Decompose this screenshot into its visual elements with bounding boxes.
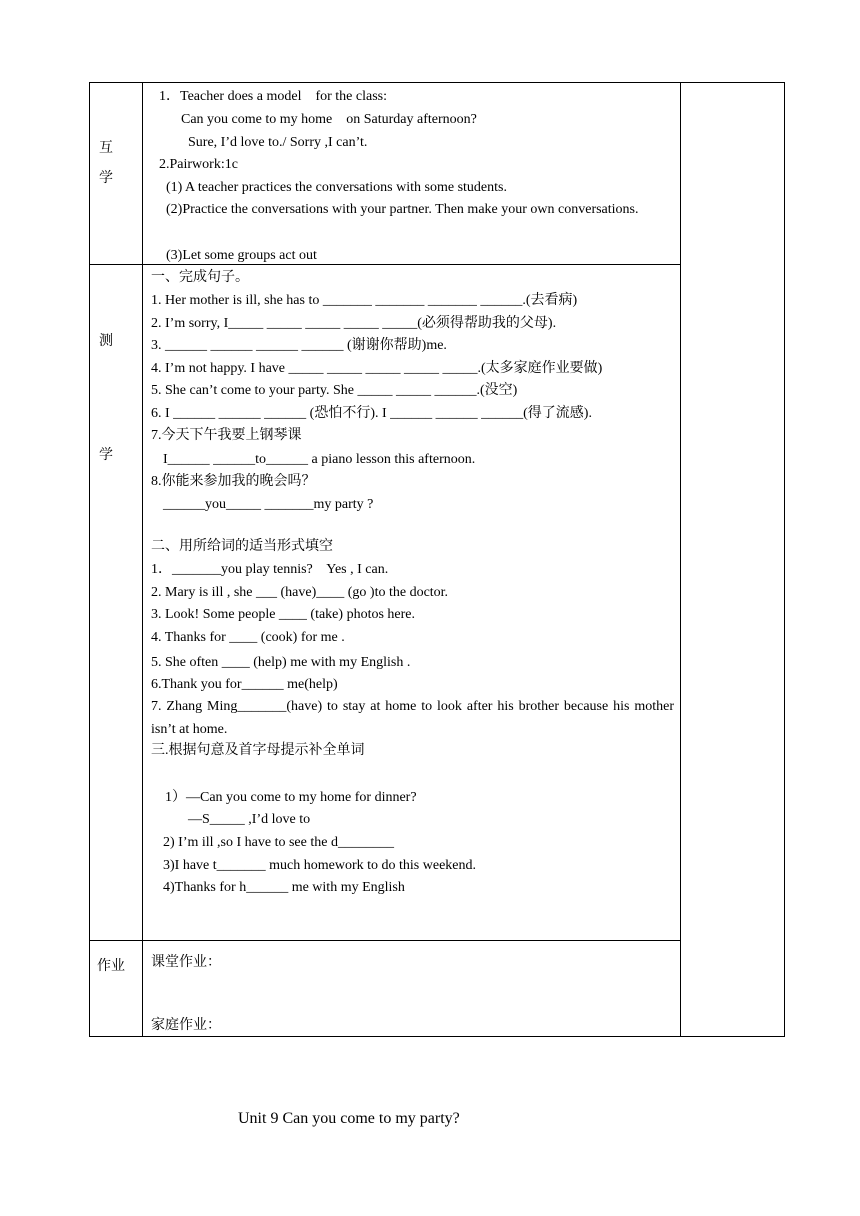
label-hu: 互 — [99, 141, 113, 156]
section2-item-1: 1．_______you play tennis? Yes , I can. — [151, 562, 389, 577]
section3-item-4: 4)Thanks for h______ me with my English — [163, 880, 405, 895]
table-left-border — [89, 82, 90, 1037]
section1-item-2: 2. I’m sorry, I_____ _____ _____ _____ _____(必须得帮助我的父母). — [151, 316, 557, 331]
section1-item-8-answer: ______you_____ _______my party ? — [163, 497, 374, 512]
section2-item-5: 5. She often ____ (help) me with my English . — [151, 655, 411, 670]
section2-item-6: 6.Thank you for______ me(help) — [151, 677, 338, 692]
content-column-divider — [680, 82, 681, 1037]
section3-title: 三.根据句意及首字母提示补全单词 — [151, 743, 365, 758]
section2-title: 二、用所给词的适当形式填空 — [151, 539, 333, 554]
section1-item-5: 5. She can’t come to your party. She _____ _____ ______.(没空) — [151, 383, 518, 398]
section2-item-7: 7. Zhang Ming_______(have) to stay at home to look after his brother because his mother isn’t at home. — [151, 699, 674, 737]
section2-item-3: 3. Look! Some people ____ (take) photos here. — [151, 607, 415, 622]
section1-item-4: 4. I’m not happy. I have _____ _____ _____ _____ _____.(太多家庭作业要做) — [151, 361, 603, 376]
section3-item-2: 2) I’m ill ,so I have to see the d________ — [163, 835, 394, 850]
unit-title: Unit 9 Can you come to my party? — [238, 1110, 460, 1127]
classwork-label: 课堂作业： — [151, 955, 221, 970]
huxue-line-7: (3)Let some groups act out — [166, 248, 317, 263]
huxue-line-2: Can you come to my home on Saturday afternoon? — [181, 112, 477, 127]
huxue-line-5: (1) A teacher practices the conversations with some students. — [166, 180, 507, 195]
section1-item-6: 6. I ______ ______ ______ (恐怕不行). I ______ ______ ______(得了流感). — [151, 406, 592, 421]
section1-item-7-answer: I______ ______to______ a piano lesson this afternoon. — [163, 452, 476, 467]
section3-item-1: 1）—Can you come to my home for dinner? — [165, 790, 417, 805]
section3-item-1-answer: —S_____ ,I’d love to — [188, 812, 311, 827]
section1-title: 一、完成句子。 — [151, 270, 249, 285]
section1-item-3: 3. ______ ______ ______ ______ (谢谢你帮助)me. — [151, 338, 447, 353]
section1-item-1: 1. Her mother is ill, she has to _______ _______ _______ ______.(去看病) — [151, 293, 578, 308]
label-xue-2: 学 — [99, 448, 113, 463]
huxue-line-4: 2.Pairwork:1c — [159, 157, 238, 172]
huxue-line-1: 1．Teacher does a model for the class: — [159, 89, 387, 104]
label-xue-1: 学 — [99, 171, 113, 186]
label-column-divider — [142, 82, 143, 1037]
label-zuoye: 作业 — [97, 959, 125, 974]
section2-item-2: 2. Mary is ill , she ___ (have)____ (go )to the doctor. — [151, 585, 449, 600]
table-right-border — [784, 82, 785, 1037]
homework-label: 家庭作业： — [151, 1018, 221, 1033]
section1-item-7: 7.今天下午我要上钢琴课 — [151, 428, 302, 443]
section2-item-4: 4. Thanks for ____ (cook) for me . — [151, 630, 345, 645]
label-ce: 测 — [99, 334, 113, 349]
huxue-line-3: Sure, I’d love to./ Sorry ,I can’t. — [188, 135, 368, 150]
section3-item-3: 3)I have t_______ much homework to do this weekend. — [163, 858, 476, 873]
section1-item-8: 8.你能来参加我的晚会吗？ — [151, 474, 316, 489]
row-divider-cexue-zuoye — [89, 940, 680, 941]
huxue-line-6: (2)Practice the conversations with your partner. Then make your own conversations. — [166, 202, 639, 217]
